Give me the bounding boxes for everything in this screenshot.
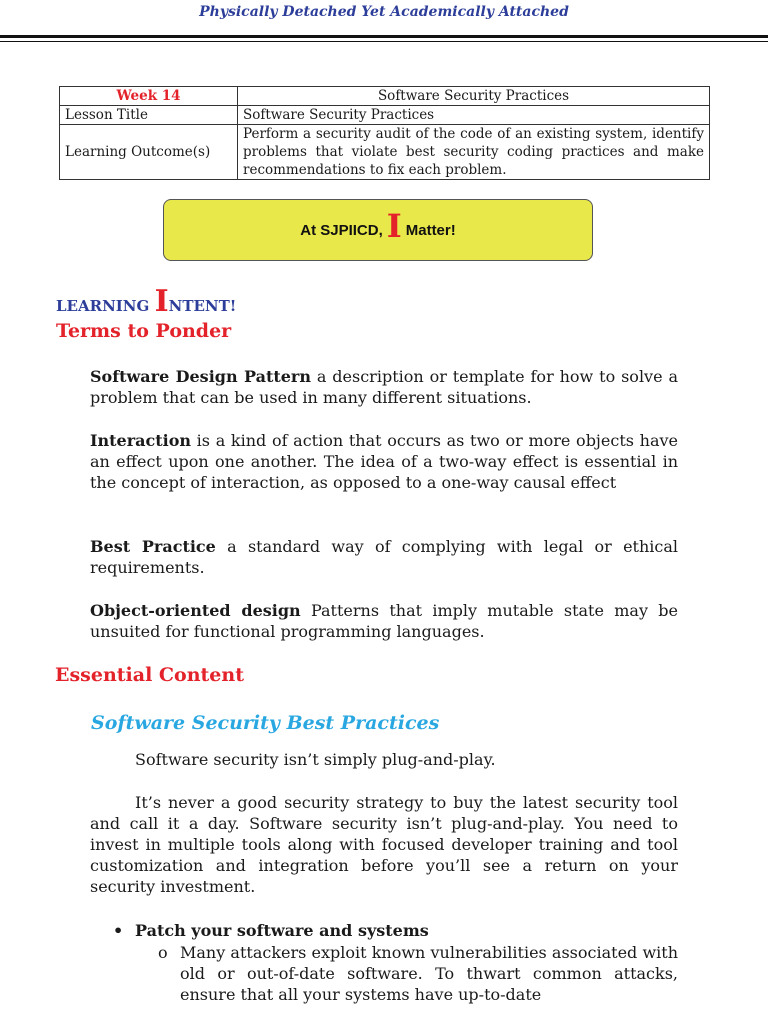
lesson-title-label: Lesson Title [60,106,238,125]
learning-outcome-value: Perform a security audit of the code of an existing system, identify problems that violate best security coding practices and make recommendations to fix each problem. [238,125,710,180]
term-definition: a description or template for how to solve a problem that can be used in many different situations. [90,367,678,407]
term-definition: a standard way of complying with legal or ethical requirements. [90,537,679,577]
term-name: Best Practice [90,537,216,556]
term-definition: Patterns that imply mutable state may be unsuited for functional programming languages. [90,601,678,641]
motto-after: Matter! [405,221,456,239]
term-definition: is a kind of action that occurs as two or more objects have an effect upon one another. The idea of a two-way effect is essential in the concept of interaction, as opposed to a one-way causal effect [90,431,678,492]
learning-intent-cap: I [154,284,169,319]
essential-content-heading: Essential Content [55,664,244,686]
learning-intent-word1: LEARNING [56,297,150,315]
sub-bullet-marker: o [158,943,168,962]
term-object-oriented-design [90,600,678,642]
lesson-title-value: Software Security Practices [238,106,710,125]
bullet-marker: • [113,921,124,940]
week-label: Week 14 [60,87,238,106]
term-name: Object-oriented design [90,601,301,620]
sub-bullet-text: Many attackers exploit known vulnerabilities associated with old or out-of-date software. To thwart common attacks, ensure that all your systems have up-to-date [180,943,678,1004]
lesson-info-table [59,86,710,180]
term-best-practice [90,536,678,578]
motto-before: At SJPIICD, [300,221,383,239]
learning-outcome-label: Learning Outcome(s) [60,125,238,180]
header-rule-thin [0,41,768,42]
bullet-item [113,920,693,941]
paragraph-intro: Software security isn’t simply plug-and-play. [135,750,496,769]
table-row [60,106,710,125]
table-row [60,87,710,106]
bullet-label: Patch your software and systems [135,921,429,940]
terms-heading: Terms to Ponder [56,320,232,342]
paragraph-strategy: It’s never a good security strategy to buy the latest security tool and call it a day. Software security isn’t plug-and-play. You need to invest in multiple tools along with focused developer training and tool customization and integration before you’ll see a return on your security investment. [90,793,678,896]
learning-intent-heading [56,284,236,319]
section-title: Software Security Best Practices [91,712,440,734]
week-value: Software Security Practices [238,87,710,106]
header-tagline: Physically Detached Yet Academically Attached [199,4,569,20]
term-name: Interaction [90,431,191,450]
header-rule-thick [0,35,768,38]
motto-big-letter: I [386,207,402,245]
learning-intent-rest: NTENT! [168,297,237,315]
term-software-design-pattern [90,366,678,408]
table-row [60,125,710,180]
term-name: Software Design Pattern [90,367,311,386]
sub-bullet-item [158,942,678,1005]
term-interaction [90,430,678,493]
motto-banner [163,199,593,261]
